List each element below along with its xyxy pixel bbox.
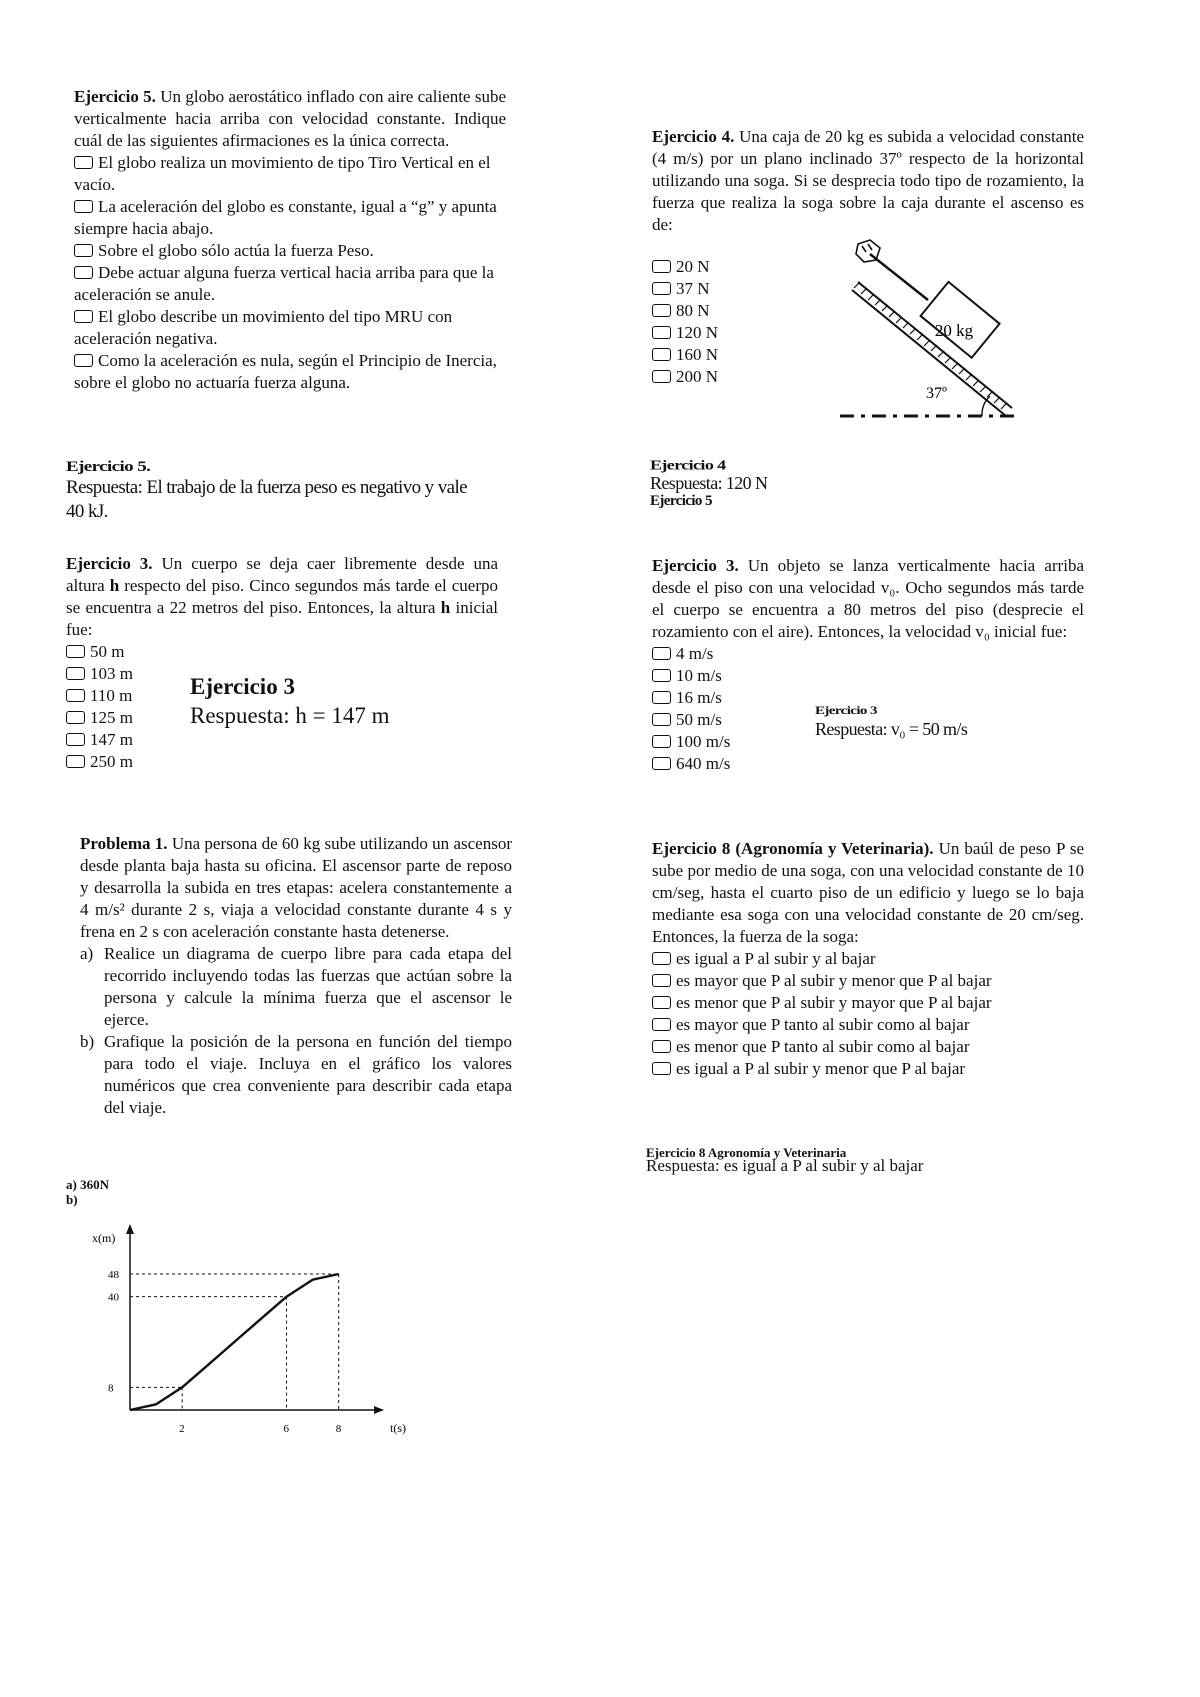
- exercise-8-option[interactable]: es igual a P al subir y menor que P al bajar: [652, 1058, 1084, 1080]
- position-curve: [130, 1274, 339, 1410]
- exercise-3-left-option[interactable]: 50 m: [66, 641, 498, 663]
- exercise-5-option[interactable]: Como la aceleración es nula, según el Principio de Inercia, sobre el globo no actuaría fuerza alguna.: [74, 350, 506, 394]
- exercise-3-left-answer-text: Respuesta: h = 147 m: [190, 703, 390, 728]
- exercise-4-statement: Ejercicio 4. Una caja de 20 kg es subida a velocidad constante (4 m/s) por un plano inclinado 37º respecto de la horizontal utilizando una soga. Si se desprecia todo tipo de rozamiento, la fuerza que realiza la soga sobre la caja durante el ascenso es de:: [652, 127, 1084, 234]
- exercise-4-answer-text: Respuesta: 120 N: [650, 473, 768, 493]
- exercise-3-right-answer: [815, 698, 1055, 740]
- exercise-4-title: Ejercicio 4.: [652, 127, 735, 146]
- problem-1-statement: Problema 1. Una persona de 60 kg sube utilizando un ascensor desde planta baja hasta su oficina. El ascensor parte de reposo y desarrolla la subida en tres etapas: acelera constantemente a 4 m/s² durante 2 s, viaja a velocidad constante durante 4 s y frena en 2 s con aceleración constante hasta detenerse.: [80, 834, 512, 941]
- exercise-8-option[interactable]: es menor que P al subir y mayor que P al bajar: [652, 992, 1084, 1014]
- y-tick-label: 8: [108, 1382, 114, 1395]
- exercise-3-left-option[interactable]: 125 m: [66, 707, 498, 729]
- exercise-8-statement: Ejercicio 8 (Agronomía y Veterinaria). Un baúl de peso P se sube por medio de una soga, con una velocidad constante de 10 cm/seg, hasta el cuarto piso de un edificio y luego se lo baja mediante esa soga con una velocidad constante de 20 cm/seg. Entonces, la fuerza de la soga:: [652, 839, 1084, 946]
- exercise-8-option[interactable]: es mayor que P al subir y menor que P al bajar: [652, 970, 1084, 992]
- box: [921, 282, 1000, 358]
- problem-1: [80, 833, 512, 1119]
- position-time-chart: [80, 1220, 406, 1435]
- exercise-8-option[interactable]: es igual a P al subir y al bajar: [652, 948, 1084, 970]
- exercise-3-right: [652, 555, 1084, 775]
- exercise-4-answer-title: Ejercicio 4: [650, 457, 726, 473]
- exercise-4-answer-cut: Ejercicio 5: [650, 493, 712, 509]
- exercise-3-left-option[interactable]: 147 m: [66, 729, 498, 751]
- exercise-4-option[interactable]: 80 N: [652, 300, 718, 322]
- y-tick-label: 48: [108, 1269, 119, 1281]
- hand-icon: [856, 240, 880, 262]
- exercise-4-option[interactable]: 200 N: [652, 366, 718, 388]
- exercise-3-right-statement: Ejercicio 3. Un objeto se lanza verticalmente hacia arriba desde el piso con una velocidad v₀. Ocho segundos más tarde el cuerpo se encuentra a 80 metros del piso (desprecie el rozamiento con el aire). Entonces, la velocidad v₀ inicial fue:: [652, 556, 1084, 641]
- exercise-5: [74, 86, 506, 394]
- exercise-4-option[interactable]: 160 N: [652, 344, 718, 366]
- exercise-5-answer-title: Ejercicio 5.: [66, 458, 151, 475]
- exercise-5-option[interactable]: El globo realiza un movimiento de tipo Tiro Vertical en el vacío.: [74, 152, 506, 196]
- y-axis-label: x(m): [92, 1231, 116, 1245]
- exercise-8-answer-text: Respuesta: es igual a P al subir y al bajar: [646, 1156, 924, 1175]
- exercise-5-option[interactable]: La aceleración del globo es constante, igual a “g” y apunta siempre hacia abajo.: [74, 196, 506, 240]
- exercise-3-right-option[interactable]: 4 m/s: [652, 643, 1084, 665]
- exercise-4-options: [652, 256, 718, 388]
- inclined-plane-diagram: [840, 238, 1030, 418]
- exercise-5-answer-text: Respuesta: El trabajo de la fuerza peso es negativo y vale 40 kJ.: [66, 477, 467, 522]
- box-label: 20 kg: [934, 321, 974, 340]
- problem-1-item-b: b) Grafique la posición de la persona en función del tiempo para todo el viaje. Incluya en el gráfico los valores numéricos que crea conveniente para describir cada etapa del viaje.: [80, 1032, 512, 1117]
- exercise-3-left-title: Ejercicio 3.: [66, 554, 153, 573]
- x-tick-label: 2: [179, 1423, 185, 1435]
- x-axis-arrow: [374, 1406, 384, 1414]
- exercise-5-answer: [66, 452, 486, 524]
- exercise-8-option[interactable]: es menor que P tanto al subir como al bajar: [652, 1036, 1084, 1058]
- y-axis-arrow: [126, 1224, 134, 1234]
- exercise-8-title: Ejercicio 8 (Agronomía y Veterinaria).: [652, 839, 934, 858]
- exercise-8-answer: [646, 1145, 986, 1176]
- exercise-3-right-option[interactable]: 10 m/s: [652, 665, 1084, 687]
- rope: [870, 254, 928, 300]
- exercise-3-right-title: Ejercicio 3.: [652, 556, 739, 575]
- exercise-3-right-option[interactable]: 50 m/s: [652, 709, 1084, 731]
- exercise-8: [652, 838, 1084, 1080]
- exercise-3-left-statement: Ejercicio 3. Un cuerpo se deja caer libremente desde una altura h respecto del piso. Cinco segundos más tarde el cuerpo se encuentra a 22 metros del piso. Entonces, la altura h inicial fue:: [66, 554, 499, 639]
- exercise-3-left-answer: [190, 672, 390, 730]
- exercise-3-right-option[interactable]: 16 m/s: [652, 687, 1084, 709]
- x-tick-label: 8: [335, 1423, 342, 1435]
- exercise-3-left: [66, 553, 498, 773]
- exercise-3-left-option[interactable]: 110 m: [66, 685, 498, 707]
- y-tick-label: 40: [108, 1291, 119, 1304]
- exercise-4-option[interactable]: 37 N: [652, 278, 718, 300]
- exercise-3-left-option[interactable]: 103 m: [66, 663, 498, 685]
- exercise-5-option[interactable]: El globo describe un movimiento del tipo MRU con aceleración negativa.: [74, 306, 506, 350]
- exercise-3-right-answer-title: Ejercicio 3: [815, 704, 877, 717]
- exercise-3-left-option[interactable]: 250 m: [66, 751, 498, 773]
- x-axis-label: t(s): [390, 1421, 406, 1435]
- exercise-3-right-option[interactable]: 100 m/s: [652, 731, 1084, 753]
- exercise-4: [652, 126, 1084, 236]
- angle-label: 37º: [926, 385, 947, 402]
- exercise-4-answer: [650, 452, 950, 509]
- problem-1-item-a: a) Realice un diagrama de cuerpo libre para cada etapa del recorrido incluyendo todas las fuerzas que actúan sobre la persona y calcule la mínima fuerza que el ascensor le ejerce.: [80, 944, 512, 1029]
- problem-1-answer-a: a) 360N: [66, 1177, 109, 1192]
- exercise-8-option[interactable]: es mayor que P tanto al subir como al bajar: [652, 1014, 1084, 1036]
- exercise-5-option[interactable]: Debe actuar alguna fuerza vertical hacia arriba para que la aceleración se anule.: [74, 262, 506, 306]
- exercise-4-option[interactable]: 20 N: [652, 256, 718, 278]
- exercise-3-left-answer-title: Ejercicio 3: [190, 674, 295, 699]
- problem-1-title: Problema 1.: [80, 834, 168, 853]
- exercise-3-right-answer-text: Respuesta: v₀ = 50 m/s: [815, 719, 968, 739]
- exercise-4-option[interactable]: 120 N: [652, 322, 718, 344]
- exercise-5-title: Ejercicio 5.: [74, 87, 156, 106]
- exercise-3-right-option[interactable]: 640 m/s: [652, 753, 1084, 775]
- exercise-8-answer-title: Ejercicio 8 Agronomía y Veterinaria: [646, 1145, 847, 1160]
- exercise-5-option[interactable]: Sobre el globo sólo actúa la fuerza Peso.: [74, 240, 506, 262]
- exercise-5-statement: Ejercicio 5. Un globo aerostático inflado con aire caliente sube verticalmente hacia arriba con velocidad constante. Indique cuál de las siguientes afirmaciones es la única correcta.: [74, 87, 506, 150]
- problem-1-answer-b: b): [66, 1192, 78, 1207]
- x-tick-label: 6: [283, 1423, 290, 1435]
